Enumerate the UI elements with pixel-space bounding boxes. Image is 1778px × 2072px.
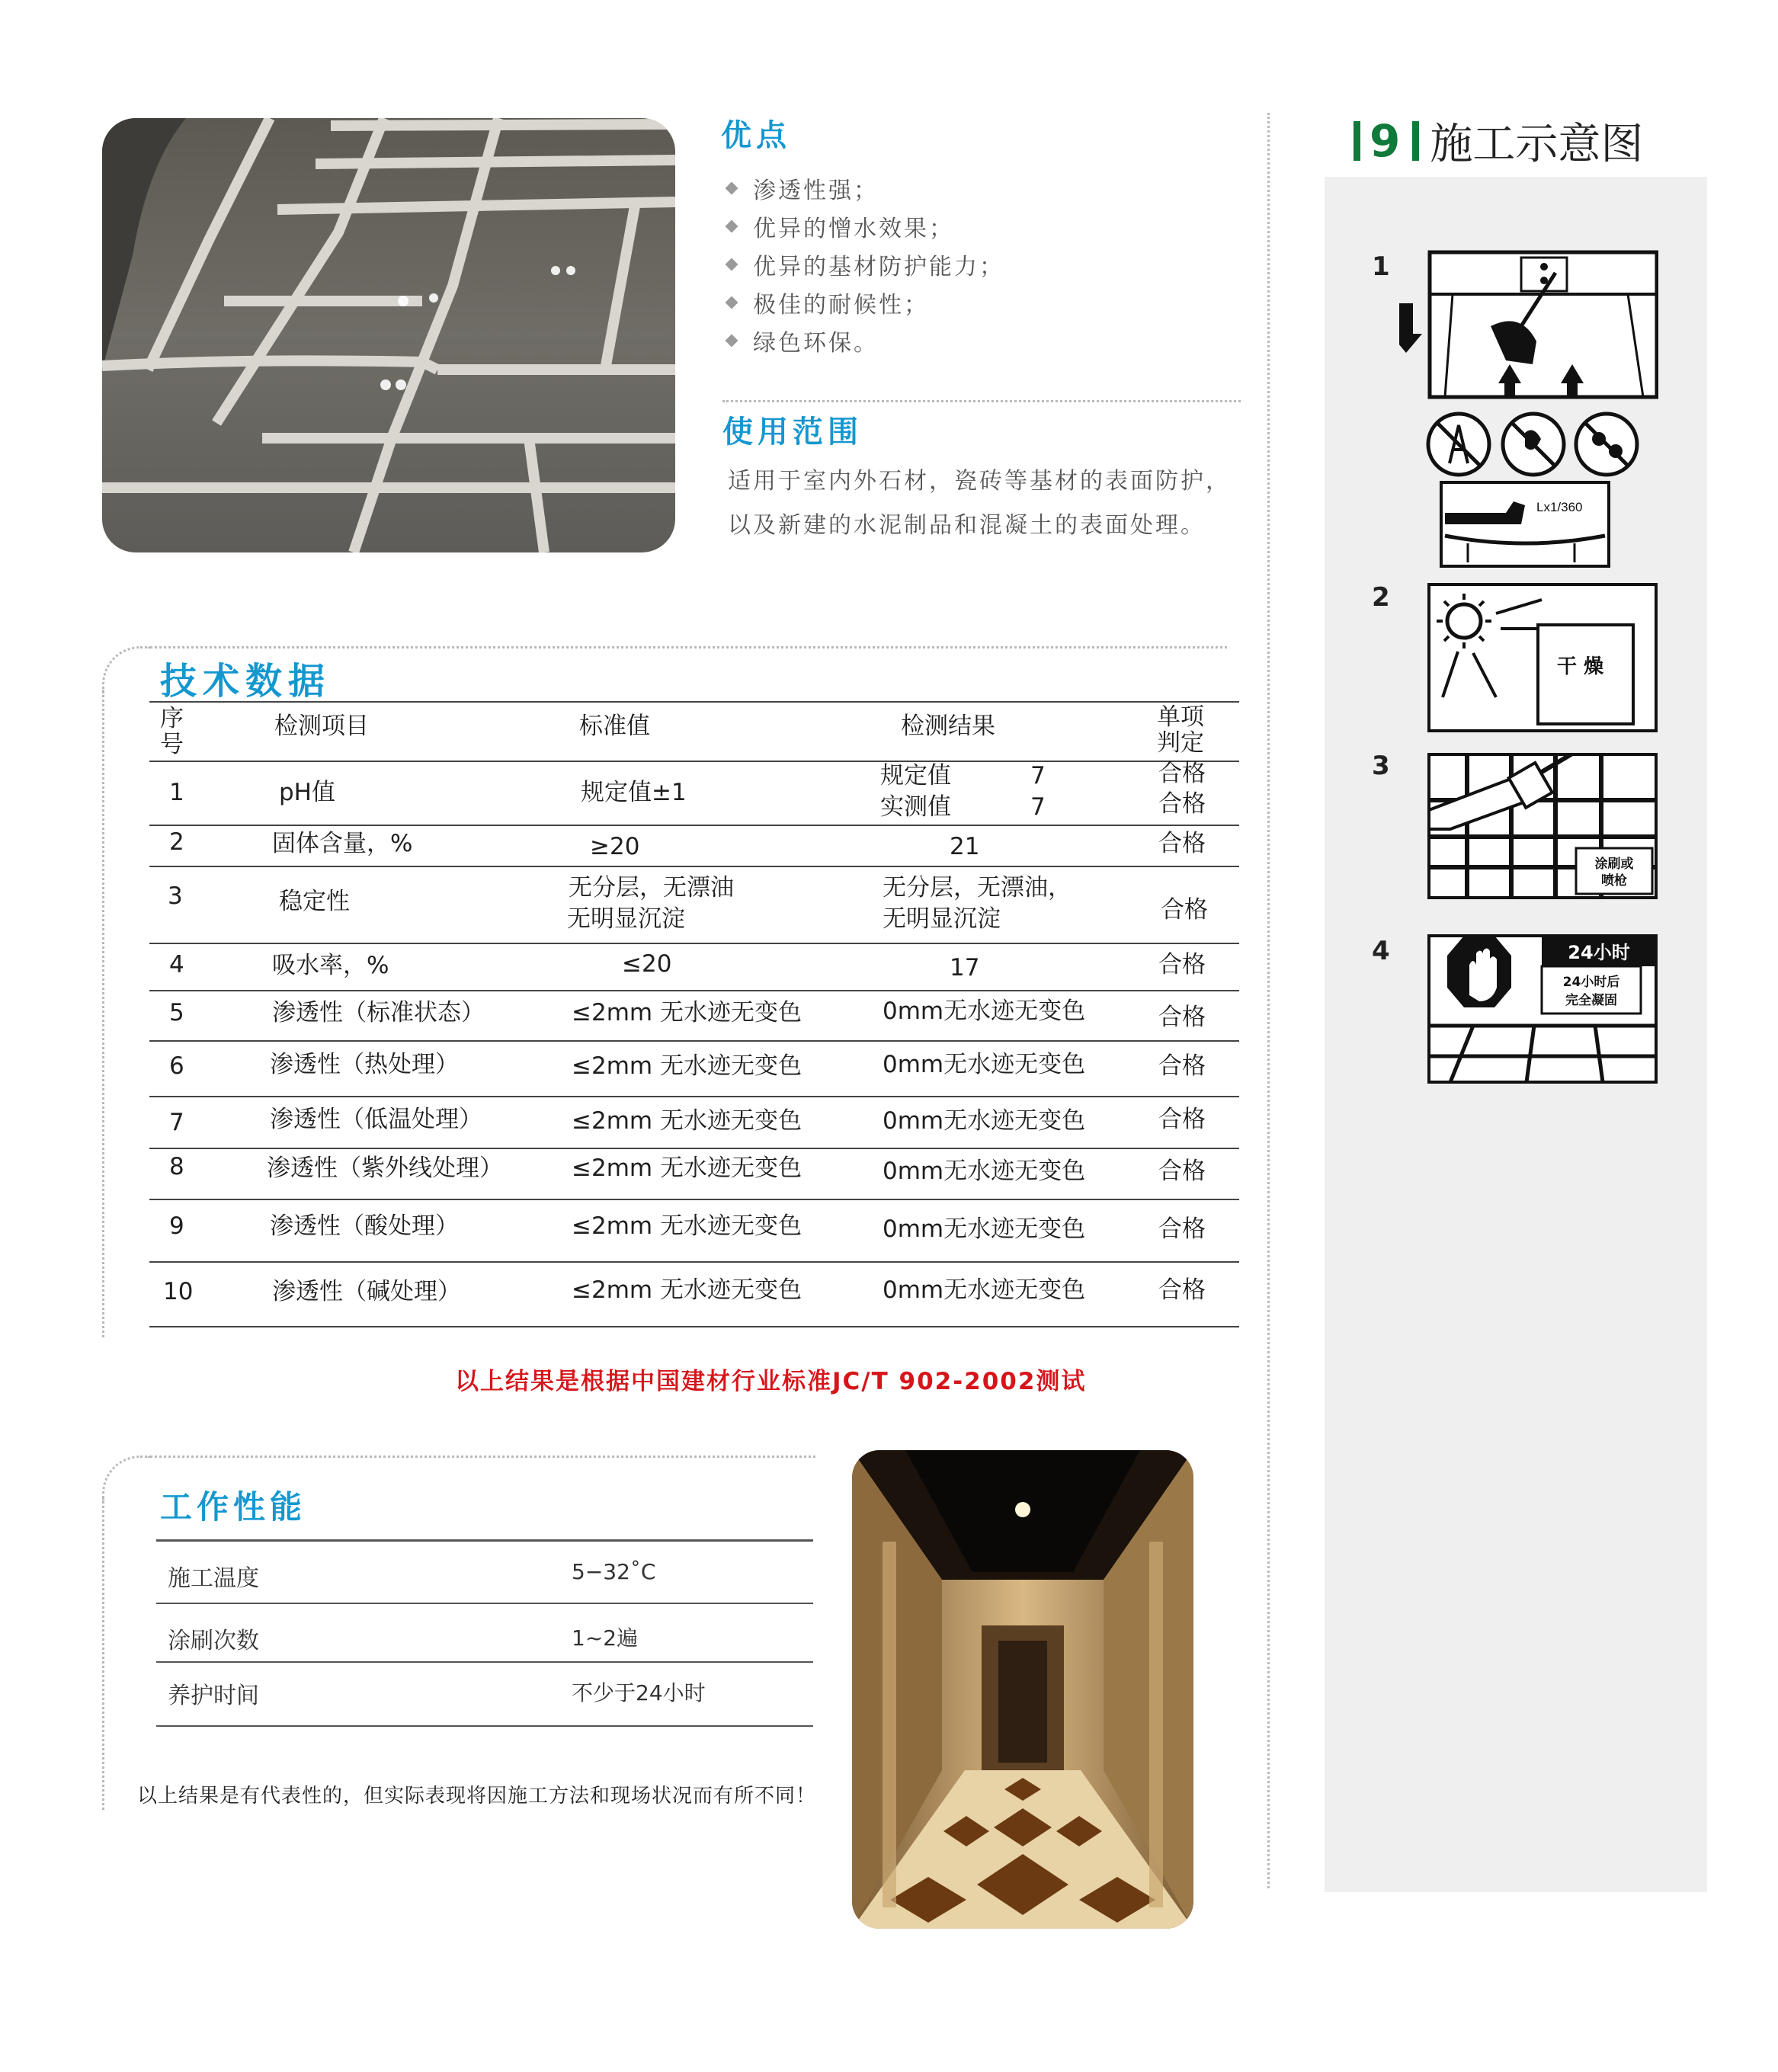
row-standard: 无分层，无漂油	[569, 874, 734, 901]
after-hours-label: 24小时后	[1562, 975, 1620, 990]
list-item: 渗透性强；	[722, 169, 1004, 207]
row-standard: 规定值±1	[581, 779, 687, 806]
row-result: 0mm无水迹无变色	[883, 1051, 1086, 1078]
row-item: 渗透性（低温处理）	[270, 1106, 482, 1133]
table-rule	[149, 990, 1239, 991]
fully-cured-label: 完全凝固	[1565, 993, 1617, 1008]
row-judge: 合格	[1158, 790, 1206, 818]
step-number: 1	[1372, 251, 1390, 282]
curing-diagram	[1427, 934, 1658, 1084]
table-rule	[149, 1096, 1239, 1097]
table-rule	[149, 1326, 1239, 1327]
list-item: 绿色环保。	[722, 322, 1004, 360]
tech-title: 技术数据	[160, 660, 332, 703]
row-result: 实测值	[880, 793, 951, 821]
title-bar-right	[1412, 121, 1419, 161]
list-item: 优异的基材防护能力；	[722, 245, 1004, 283]
row-standard: ≥20	[590, 833, 640, 860]
row-no: 4	[169, 951, 184, 978]
work-frame-left	[102, 1497, 104, 1810]
table-rule	[149, 701, 1239, 703]
row-result: 规定值	[880, 762, 951, 789]
row-no: 8	[169, 1153, 184, 1180]
row-item: 渗透性（碱处理）	[272, 1278, 461, 1305]
table-rule	[149, 761, 1239, 762]
cleaning-diagram	[1399, 250, 1658, 570]
row-result: 0mm无水迹无变色	[883, 998, 1086, 1025]
row-standard: ≤2mm 无水迹无变色	[572, 1154, 802, 1182]
work-value: 5−32˚C	[572, 1559, 656, 1584]
row-judge: 合格	[1158, 1215, 1206, 1243]
row-item: 渗透性（酸处理）	[270, 1212, 459, 1240]
row-judge: 合格	[1158, 1158, 1206, 1185]
col-header-standard: 标准值	[579, 713, 650, 740]
work-frame-corner	[102, 1456, 150, 1504]
table-rule	[156, 1725, 813, 1727]
brushing-diagram	[1427, 753, 1658, 899]
row-judge: 合格	[1158, 1106, 1206, 1133]
row-standard: ≤2mm 无水迹无变色	[572, 1107, 802, 1135]
col-header-judge: 单项 判定	[1157, 703, 1204, 757]
table-rule	[149, 825, 1239, 826]
row-no: 7	[169, 1109, 184, 1136]
row-standard: ≤2mm 无水迹无变色	[572, 1212, 802, 1240]
diamond-bullet-icon	[726, 335, 738, 347]
title-bar-left	[1354, 121, 1360, 161]
diamond-bullet-icon	[726, 220, 738, 233]
row-result: 7	[1030, 793, 1046, 821]
work-label: 养护时间	[168, 1683, 259, 1709]
row-no: 2	[169, 828, 184, 856]
dry-label: 干 燥	[1557, 655, 1604, 678]
row-judge: 合格	[1158, 1004, 1206, 1031]
work-label: 涂刷次数	[168, 1628, 259, 1654]
row-judge: 合格	[1158, 1276, 1206, 1304]
row-no: 1	[169, 779, 184, 806]
tech-frame-corner	[102, 646, 150, 694]
section-header	[1354, 110, 1643, 171]
advantages-title: 优点	[721, 118, 791, 153]
advantages-list	[722, 169, 1004, 360]
table-rule	[149, 866, 1239, 867]
table-rule	[149, 1261, 1239, 1263]
row-item: 渗透性（标准状态）	[272, 999, 485, 1026]
tech-frame-top	[145, 646, 1227, 649]
section-title: 施工示意图	[1430, 120, 1644, 169]
row-item: 稳定性	[279, 888, 350, 915]
row-no: 5	[169, 999, 184, 1026]
row-standard: 无明显沉淀	[567, 905, 685, 933]
tech-frame-left	[102, 690, 104, 1337]
row-standard: ≤20	[622, 950, 672, 978]
row-no: 9	[169, 1212, 184, 1240]
page-number: 9	[1370, 115, 1404, 167]
step-number: 4	[1372, 936, 1390, 966]
hours-label: 24小时	[1568, 942, 1630, 963]
step-number: 2	[1372, 582, 1390, 613]
row-result: 21	[950, 833, 980, 860]
deflection-label: Lx1/360	[1536, 500, 1583, 514]
row-no: 10	[163, 1278, 194, 1305]
table-rule	[149, 1148, 1239, 1149]
table-rule	[149, 1199, 1239, 1200]
row-result: 0mm无水迹无变色	[883, 1107, 1086, 1135]
floor-photo	[102, 118, 675, 552]
col-header-result: 检测结果	[901, 713, 995, 740]
work-value: 不少于24小时	[572, 1680, 706, 1705]
row-standard: ≤2mm 无水迹无变色	[572, 1276, 802, 1304]
row-no: 6	[169, 1052, 184, 1080]
row-item: 吸水率，%	[272, 952, 389, 979]
scope-title: 使用范围	[722, 415, 863, 450]
row-standard: ≤2mm 无水迹无变色	[572, 1052, 802, 1080]
row-item: 固体含量，%	[272, 830, 413, 857]
row-judge: 合格	[1158, 1052, 1206, 1080]
row-result: 17	[950, 954, 980, 982]
row-judge: 合格	[1158, 951, 1206, 978]
row-standard: ≤2mm 无水迹无变色	[572, 999, 802, 1026]
row-result: 无分层，无漂油，	[883, 874, 1072, 901]
row-result: 7	[1030, 762, 1046, 789]
row-result: 0mm无水迹无变色	[883, 1215, 1086, 1243]
drying-diagram	[1427, 583, 1658, 732]
row-item: 渗透性（紫外线处理）	[267, 1154, 503, 1182]
col-header-item: 检测项目	[274, 713, 369, 740]
work-value: 1~2遍	[572, 1625, 639, 1651]
corridor-photo	[852, 1450, 1193, 1929]
brush-label: 涂刷或	[1594, 857, 1634, 872]
table-rule	[156, 1603, 813, 1604]
table-rule	[156, 1661, 813, 1663]
row-result: 0mm无水迹无变色	[883, 1158, 1086, 1185]
row-result: 0mm无水迹无变色	[883, 1276, 1086, 1304]
diamond-bullet-icon	[726, 258, 738, 271]
col-header-no: 序 号	[160, 705, 184, 758]
row-item: pH值	[279, 779, 335, 806]
divider	[722, 400, 1241, 402]
list-item: 极佳的耐候性；	[722, 283, 1004, 322]
step-number: 3	[1372, 751, 1390, 781]
work-frame-top	[145, 1456, 815, 1458]
table-rule	[149, 1040, 1239, 1042]
table-rule	[149, 943, 1239, 944]
row-no: 3	[168, 882, 183, 910]
scope-text: 适用于室内外石材，瓷砖等基材的表面防护， 以及新建的水泥制品和混凝土的表面处理。	[728, 468, 1231, 539]
standard-note: 以上结果是根据中国建材行业标准JC/T 902-2002测试	[455, 1368, 1087, 1395]
list-item: 优异的憎水效果；	[722, 207, 1004, 245]
diamond-bullet-icon	[726, 296, 738, 309]
work-label: 施工温度	[168, 1565, 259, 1592]
disclaimer-note: 以上结果是有代表性的，但实际表现将因施工方法和现场状况而有所不同！	[137, 1785, 817, 1808]
row-judge: 合格	[1158, 830, 1206, 857]
work-title: 工作性能	[160, 1488, 307, 1526]
column-divider	[1267, 113, 1270, 1888]
table-rule	[156, 1539, 813, 1542]
row-item: 渗透性（热处理）	[270, 1051, 459, 1078]
row-judge: 合格	[1161, 896, 1208, 924]
spray-label: 喷枪	[1601, 873, 1627, 889]
diamond-bullet-icon	[726, 182, 738, 195]
row-judge: 合格	[1158, 760, 1206, 787]
row-result: 无明显沉淀	[883, 905, 1001, 933]
